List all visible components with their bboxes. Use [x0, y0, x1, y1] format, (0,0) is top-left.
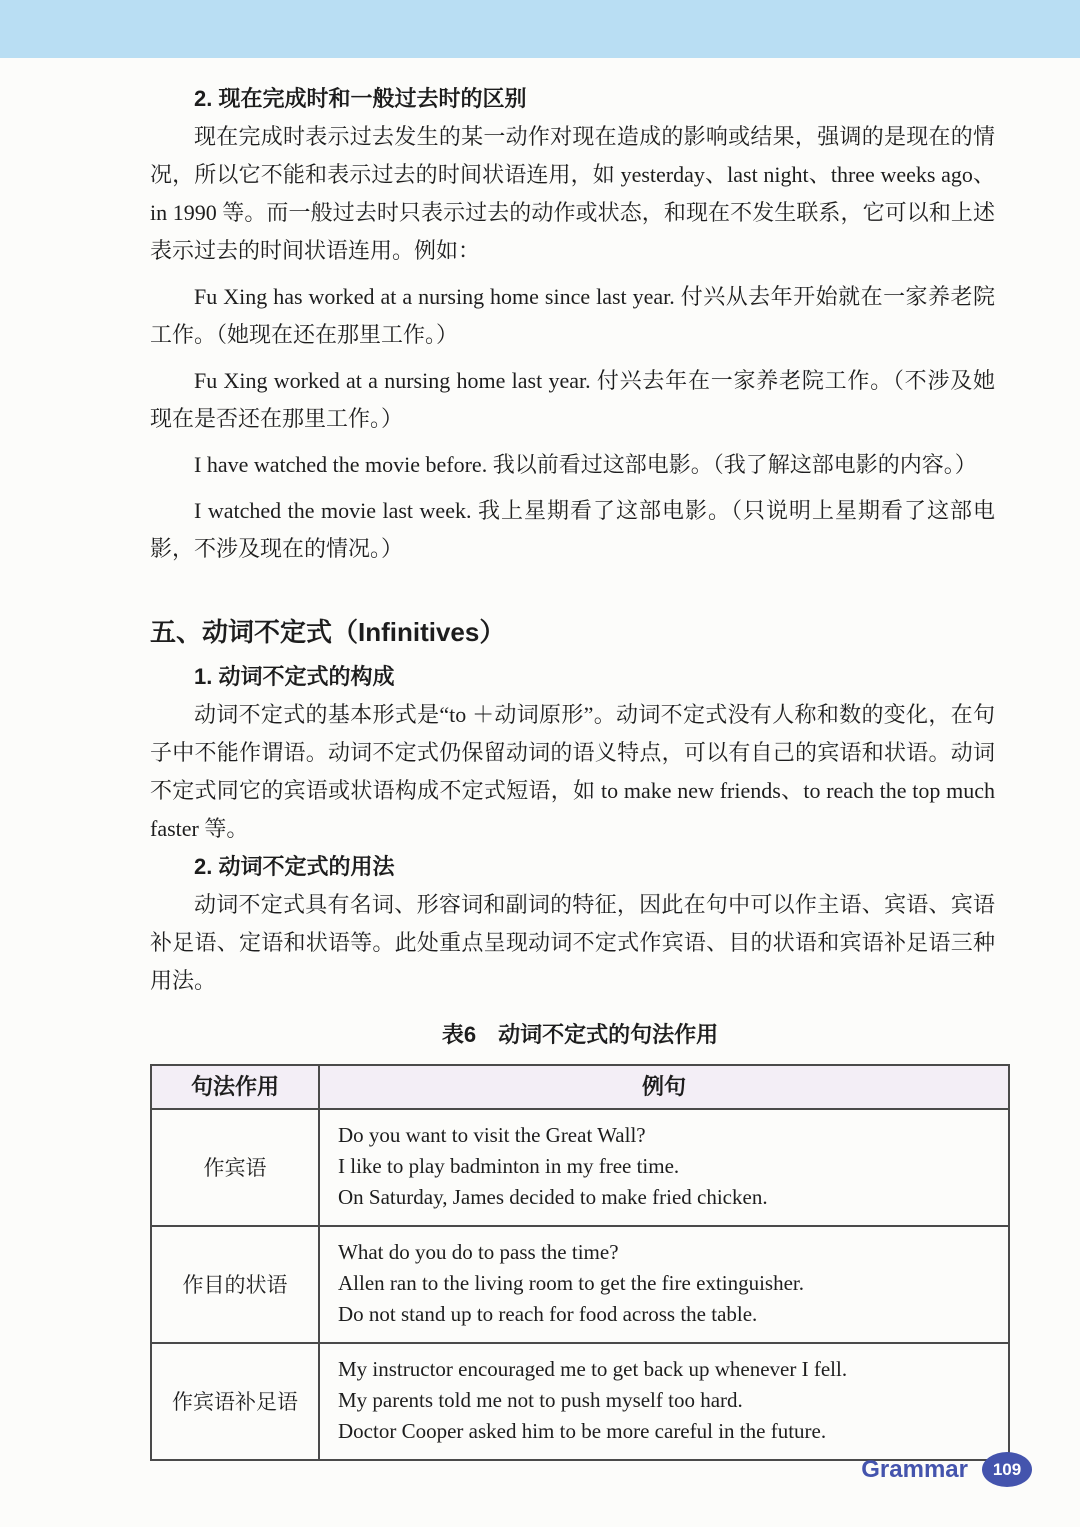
example-sentence: My parents told me not to push myself too hard.: [338, 1388, 743, 1412]
table-header-syntactic-role: 句法作用: [151, 1065, 319, 1109]
table-row-object: [151, 1109, 1009, 1226]
heading-infinitive-usage: 2. 动词不定式的用法: [194, 854, 395, 879]
page-footer: [861, 1452, 1032, 1487]
example-sentence-fuxing-worked: Fu Xing worked at a nursing home last year. 付兴去年在一家养老院工作。（不涉及她现在是否还在那里工作。）: [150, 368, 995, 431]
table-cell-role: 作目的状语: [151, 1226, 319, 1343]
table-cell-examples: [319, 1109, 1009, 1226]
example-sentence: On Saturday, James decided to make fried chicken.: [338, 1185, 768, 1209]
table-row-object-complement: [151, 1343, 1009, 1460]
example-sentence-have-watched: I have watched the movie before. 我以前看过这部电影。（我了解这部电影的内容。）: [194, 452, 977, 477]
table-cell-examples: [319, 1343, 1009, 1460]
infinitive-usage-table: [150, 1064, 1010, 1461]
table-cell-role: 作宾语补足语: [151, 1343, 319, 1460]
page-content: [150, 58, 995, 1461]
table-caption: 表6 动词不定式的句法作用: [441, 1022, 719, 1047]
example-sentence: What do you do to pass the time?: [338, 1240, 619, 1264]
example-sentence: Do you want to visit the Great Wall?: [338, 1123, 646, 1147]
paragraph-infinitive-usage: 动词不定式具有名词、形容词和副词的特征，因此在句中可以作主语、宾语、宾语补足语、定语和状语等。此处重点呈现动词不定式作宾语、目的状语和宾语补足语三种用法。: [150, 892, 995, 993]
heading-infinitives-section: 五、动词不定式（Infinitives）: [150, 617, 506, 647]
example-sentence-watched-last-week: I watched the movie last week. 我上星期看了这部电影。（只说明上星期看了这部电影，不涉及现在的情况。）: [150, 498, 995, 561]
table-cell-role: 作宾语: [151, 1109, 319, 1226]
paragraph-tense-explanation: 现在完成时表示过去发生的某一动作对现在造成的影响或结果，强调的是现在的情况，所以它不能和表示过去的时间状语连用，如 yesterday、last night、three weeks ago、in 1990 等。而一般过去时只表示过去的动作或状态，和现在不发生联系，它可以和上述表示过去的时间状语连用。例如：: [150, 124, 995, 263]
example-sentence: Allen ran to the living room to get the fire extinguisher.: [338, 1271, 804, 1295]
page-number-badge: 109: [982, 1452, 1032, 1487]
example-sentence: Do not stand up to reach for food across the table.: [338, 1302, 758, 1326]
example-sentence: My instructor encouraged me to get back up whenever I fell.: [338, 1357, 848, 1381]
table-row-adverbial-of-purpose: [151, 1226, 1009, 1343]
heading-infinitive-form: 1. 动词不定式的构成: [194, 664, 395, 689]
table-cell-examples: [319, 1226, 1009, 1343]
example-sentence: I like to play badminton in my free time.: [338, 1154, 680, 1178]
example-sentence: Doctor Cooper asked him to be more careful in the future.: [338, 1419, 827, 1443]
paragraph-infinitive-form: 动词不定式的基本形式是“to ＋动词原形”。动词不定式没有人称和数的变化，在句子中不能作谓语。动词不定式仍保留动词的语义特点，可以有自己的宾语和状语。动词不定式同它的宾语或状语构成不定式短语，如 to make new friends、to reach the top much faster 等。: [150, 702, 995, 841]
table-header-row: [151, 1065, 1009, 1109]
page-top-band: [0, 0, 1080, 58]
heading-present-perfect-vs-past: 2. 现在完成时和一般过去时的区别: [194, 86, 527, 111]
example-sentence-fuxing-has-worked: Fu Xing has worked at a nursing home since last year. 付兴从去年开始就在一家养老院工作。（她现在还在那里工作。）: [150, 284, 995, 347]
footer-section-label: Grammar: [861, 1455, 968, 1483]
table-header-example-sentences: 例句: [319, 1065, 1009, 1109]
